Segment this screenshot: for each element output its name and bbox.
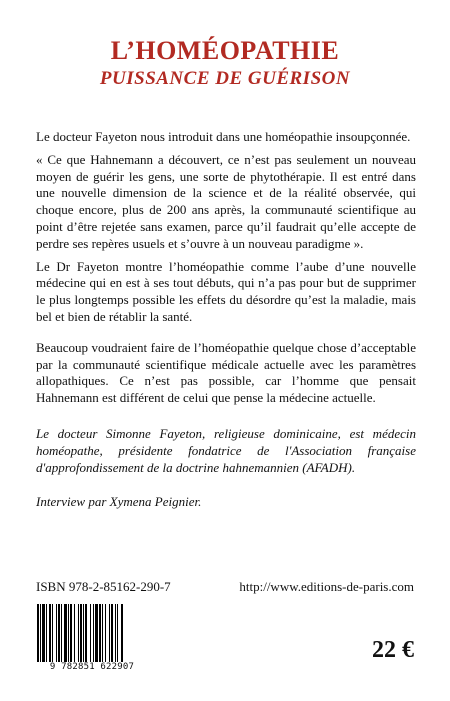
author-bio: Le docteur Simonne Fayeton, religieuse dominicaine, est médecin homéopathe, présidente fondatrice de l'Association française d'approfondissement de la doctrine hahnemannien (AFADH).	[36, 425, 416, 475]
interview-credit: Interview par Xymena Peignier.	[36, 494, 202, 510]
barcode	[36, 604, 148, 664]
isbn: ISBN 978-2-85162-290-7	[36, 579, 171, 594]
blurb-paragraph-2: « Ce que Hahnemann a découvert, ce n’est pas seulement un nouveau moyen de guérir les gens, une sorte de phytothérapie. Il est entré dans une nouvelle dimension de la science et de la réalité observée, qui choque encore, plus de 200 ans après, la communauté scientifique au point d’être rejetée sans examen, parce qu’il faudrait qu’elle accepte de perdre ses repères usuels et s’ouvre à un nouveau paradigme ».	[36, 151, 416, 251]
blurb	[36, 129, 416, 517]
book-subtitle: PUISSANCE DE GUÉRISON	[99, 68, 351, 89]
blurb-paragraph-3: Le Dr Fayeton montre l’homéopathie comme l’aube d’une nouvelle médecine qui en est à ses tout débuts, qui n’a pas pour but de supprimer le plus longtemps possible les effets du désordre qu’est la maladie, mais bel et bien de rétablir la santé.	[36, 258, 416, 324]
publisher-url: http://www.editions-de-paris.com	[239, 579, 414, 594]
book-title: L’HOMÉOPATHIE	[110, 36, 340, 65]
blurb-paragraph-1: Le docteur Fayeton nous introduit dans une homéopathie insoupçonnée.	[36, 129, 411, 144]
barcode-icon	[36, 604, 148, 662]
price: 22 €	[372, 637, 414, 663]
barcode-digits: 9 782851 622907	[49, 662, 135, 672]
blurb-paragraph-4: Beaucoup voudraient faire de l’homéopathie quelque chose d’acceptable par la communauté scientifique médicale actuelle avec les paramètres allopathiques. Ce n’est pas possible, car l’homme que pensait Hahnemann est différent de celui que pense la médecine actuelle.	[36, 339, 416, 406]
